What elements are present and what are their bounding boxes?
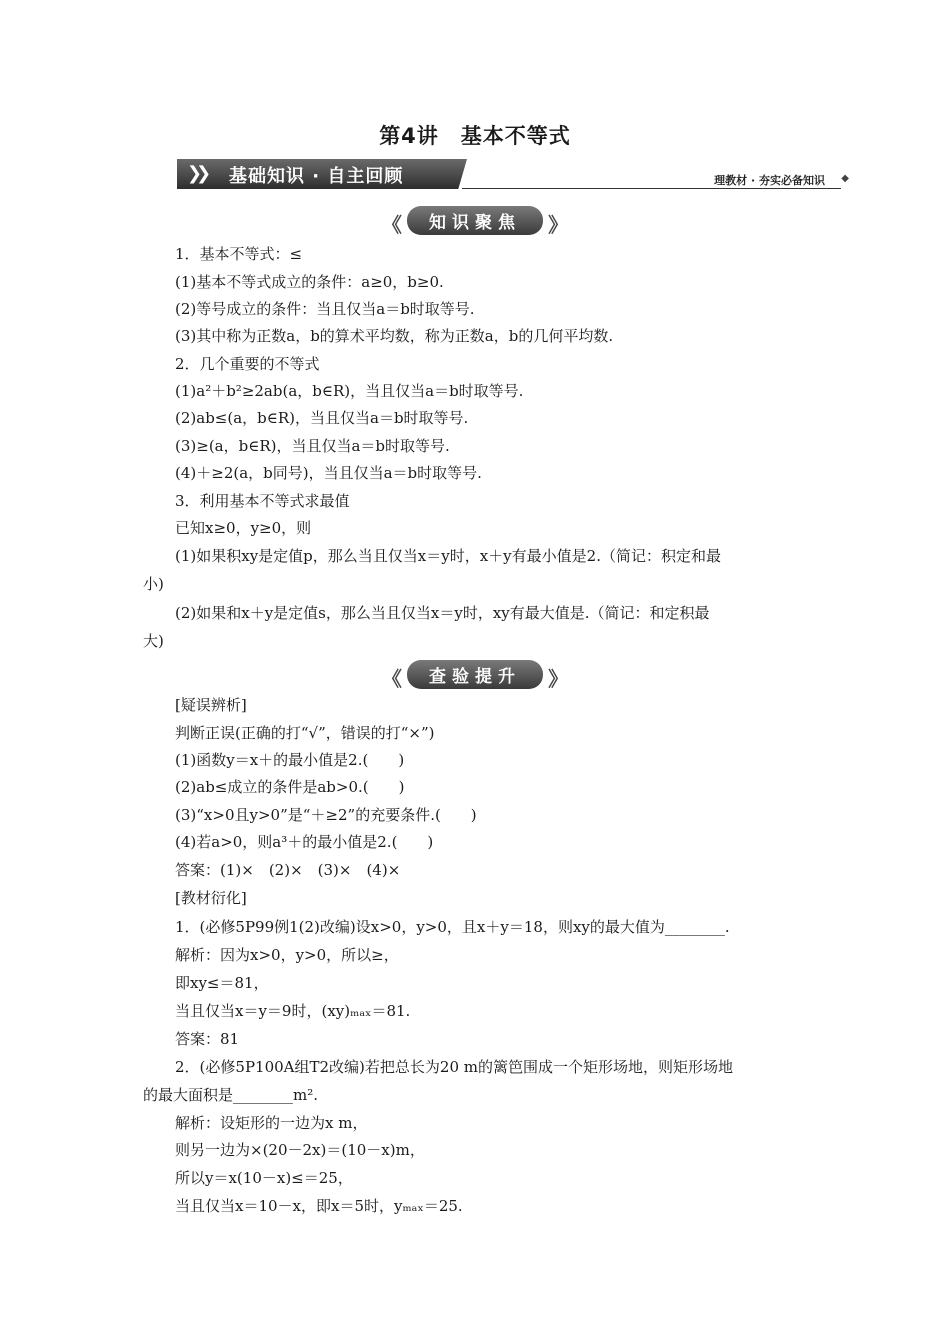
page-title: 第4讲 基本不等式 [379, 124, 571, 148]
text-line: (3)其中称为正数a，b的算术平均数，称为正数a，b的几何平均数. [175, 327, 614, 345]
text-line: [疑误辨析] [175, 696, 247, 714]
text-line: 答案：81 [175, 1030, 240, 1048]
subsection-label: 查验提升 [407, 660, 543, 689]
text-line: (3)“x>0且y>0”是“＋≥2”的充要条件.( ) [175, 806, 477, 824]
chevron-right-icon: ❯❯ [187, 163, 206, 184]
text-line: (1)函数y＝x＋的最小值是2.( ) [175, 751, 405, 769]
text-line: (4)若a>0，则a³＋的最小值是2.( ) [175, 833, 434, 851]
text-line: 的最大面积是________m². [143, 1086, 319, 1104]
text-line: 2．几个重要的不等式 [175, 355, 320, 373]
text-line: 已知x≥0，y≥0，则 [175, 519, 312, 537]
right-bracket-icon: 》 [548, 213, 569, 237]
text-line: 大) [143, 632, 164, 650]
text-line: 当且仅当x＝y＝9时，(xy)ₘₐₓ＝81. [175, 1002, 411, 1020]
banner-left-text: 基础知识 · 自主回顾 [229, 166, 404, 187]
text-line: 小) [143, 575, 164, 593]
text-line: 3．利用基本不等式求最值 [175, 492, 350, 510]
text-line: (2)等号成立的条件：当且仅当a＝b时取等号. [175, 300, 475, 318]
text-line: 即xy≤＝81， [175, 974, 269, 992]
text-line: 1．基本不等式：≤ [175, 245, 303, 263]
section-banner [177, 159, 849, 193]
text-line: 所以y＝x(10－x)≤＝25， [175, 1169, 353, 1187]
text-line: 判断正误(正确的打“√”，错误的打“×”) [175, 724, 435, 742]
text-line: 2．(必修5P100A组T2改编)若把总长为20 m的篱笆围成一个矩形场地，则矩形场地 [175, 1058, 733, 1076]
subsection-check [0, 660, 950, 692]
text-line: (1)a²＋b²≥2ab(a，b∈R)，当且仅当a＝b时取等号. [175, 382, 524, 400]
text-line: 当且仅当x＝10－x，即x＝5时，yₘₐₓ＝25. [175, 1197, 463, 1215]
subsection-knowledge [0, 206, 950, 238]
diamond-icon: ◆ [841, 173, 849, 184]
banner-right-text: 理教材 · 夯实必备知识 [714, 174, 825, 187]
left-bracket-icon: 《 [381, 667, 402, 691]
text-line: (2)ab≤成立的条件是ab>0.( ) [175, 778, 405, 796]
text-line: 解析：设矩形的一边为x m， [175, 1114, 368, 1132]
left-bracket-icon: 《 [381, 213, 402, 237]
right-bracket-icon: 》 [548, 667, 569, 691]
text-line: 解析：因为x>0，y>0，所以≥， [175, 946, 399, 964]
banner-rule [462, 188, 841, 189]
text-line: 答案：(1)× (2)× (3)× (4)× [175, 861, 401, 879]
text-line: [教材衍化] [175, 889, 247, 907]
text-line: 则另一边为×(20－2x)＝(10－x)m， [175, 1141, 425, 1159]
text-line: (2)如果和x＋y是定值s，那么当且仅当x＝y时，xy有最大值是.（简记：和定积最 [175, 604, 710, 622]
text-line: (1)如果积xy是定值p，那么当且仅当x＝y时，x＋y有最小值是2.（简记：积定和最 [175, 547, 721, 565]
text-line: (1)基本不等式成立的条件：a≥0，b≥0. [175, 273, 444, 291]
text-line: (2)ab≤(a，b∈R)，当且仅当a＝b时取等号. [175, 409, 469, 427]
text-line: (3)≥(a，b∈R)，当且仅当a＝b时取等号. [175, 437, 450, 455]
text-line: 1．(必修5P99例1(2)改编)设x>0，y>0，且x＋y＝18，则xy的最大值为________. [175, 918, 730, 936]
subsection-label: 知识聚焦 [407, 206, 543, 235]
text-line: (4)＋≥2(a，b同号)，当且仅当a＝b时取等号. [175, 464, 482, 482]
